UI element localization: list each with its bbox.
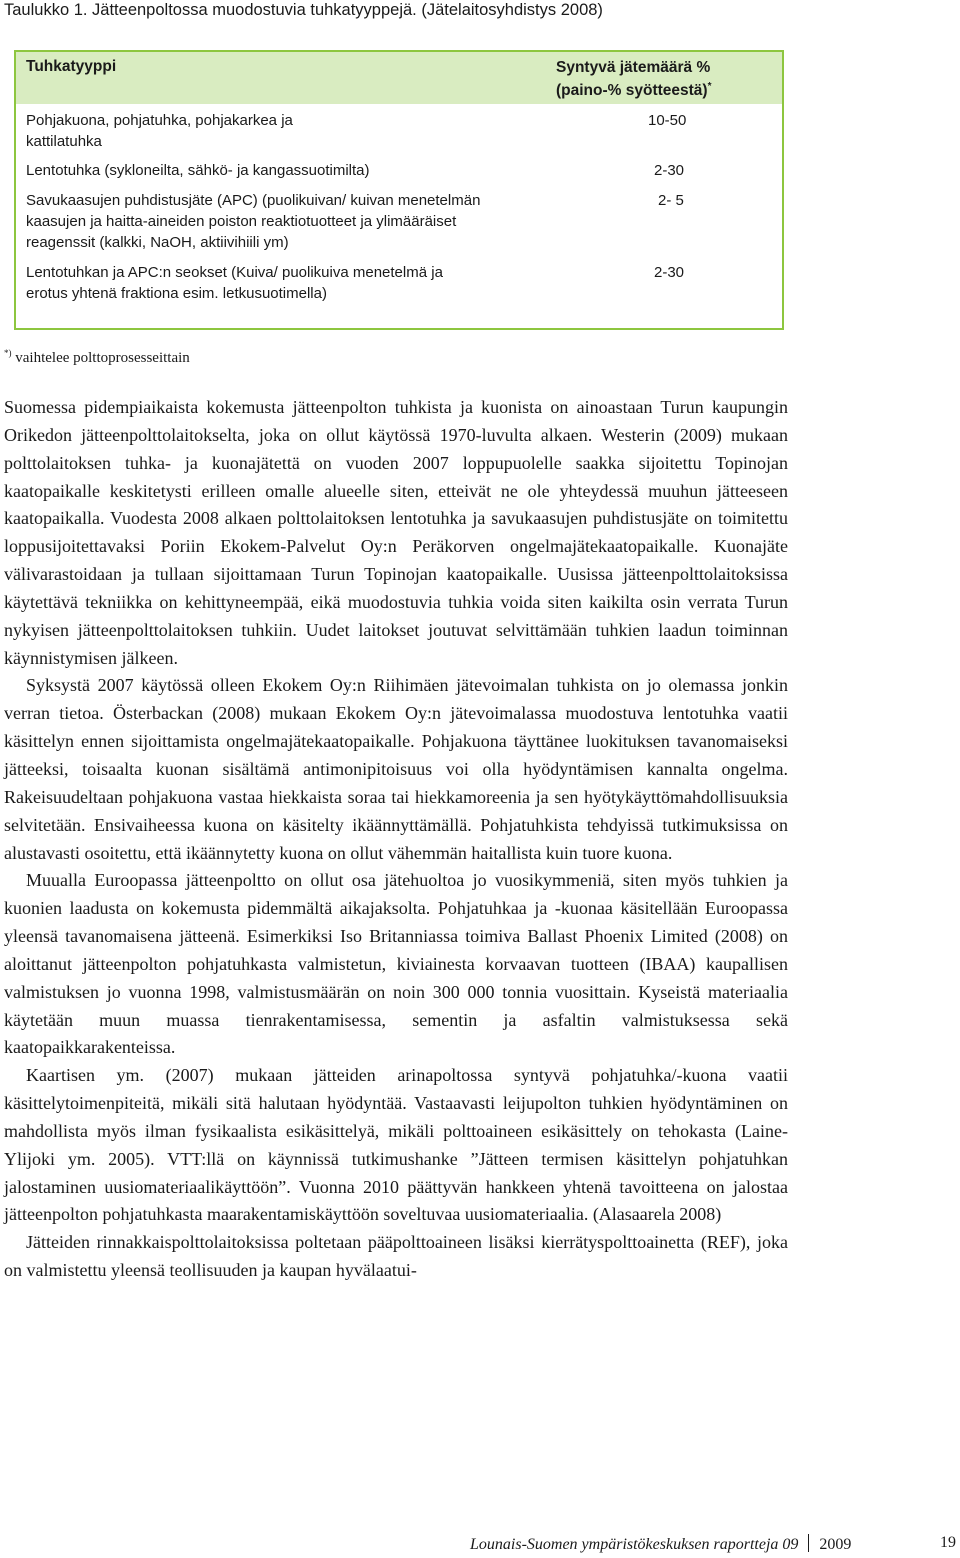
amount-cell: 2-30 <box>654 162 685 179</box>
ash-types-table <box>14 50 784 330</box>
column-header-ash-type: Tuhkatyyppi <box>26 58 117 75</box>
footnote-marker: * <box>707 81 712 92</box>
ash-type-cell: Lentotuhkan ja APC:n seokset (Kuiva/ puolikuiva menetelmä ja erotus yhtenä fraktiona esim. letkusuotimella) <box>26 264 443 302</box>
amount-cell: 2-30 <box>654 264 685 281</box>
amount-cell: 10-50 <box>648 112 687 129</box>
ash-type-cell: Savukaasujen puhdistusjäte (APC) (puolikuivan/ kuivan menetelmän kaasujen ja haitta-aineiden poiston reaktiotuotteet ja ylimääräiset reagenssit (kalkki, NaOH, aktiivihiili ym) <box>26 192 481 251</box>
paragraph: Kaartisen ym. (2007) mukaan jätteiden arinapoltossa syntyvä pohjatuhka/-kuona vaatii käsittelytoimenpiteitä, mikäli sitä halutaan hyödyntää. Vastaavasti leijupolton tuhkien hyödyntäminen on mahdollista myös ilman fysikaalista esikäsittelyä, mikäli polttoaineen esikäsittely on tehokasta (Laine-Ylijoki ym. 2005). VTT:llä on käynnissä tutkimushanke ”Jätteen termisen käsittelyn pohjatuhkan jalostaminen uusiomateriaalikäyttöön”. Vuonna 2010 päättyvän hankkeen yhtenä tavoitteena on jalostaa jätteenpolton pohjatuhkasta maarakentamiskäyttöön soveltuvaa uusiomateriaalia. (Alasaarela 2008) <box>4 1065 788 1225</box>
page-footer <box>470 1534 956 1554</box>
column-header-line2: (paino-% syötteestä) <box>556 82 708 100</box>
paragraph: Syksystä 2007 käytössä olleen Ekokem Oy:n Riihimäen jätevoimalan tuhkista on jo olemassa jonkin verran tietoa. Österbackan (2008) mukaan Ekokem Oy:n jätevoimalassa muodostuva lentotuhka vaatii käsittelyn ennen sijoittamista ongelmajätekaatopaikalle. Pohjakuona täyttänee luokituksen tavanomaiseksi jätteeksi, toisaalta kuonan sisältämä antimonipitoisuus voi olla hyödyntämisen kannalta ongelma. Rakeisuudeltaan pohjakuona vastaa hiekkaista soraa tai hiekkamoreenia ja sen hyötykäyttömahdollisuuksia selvitetään. Ensivaiheessa kuona on käsitelty ikäännyttämällä. Pohjatuhkista tehdyissä tutkimuksissa on alustavasti osoitettu, että ikäännytetty kuona on ollut vähemmän haitallista kuin tuore kuona. <box>4 675 788 863</box>
column-header-waste-amount <box>556 58 756 100</box>
footnote-text: vaihtelee polttoprosesseittain <box>11 350 190 366</box>
report-year: 2009 <box>819 1536 852 1553</box>
amount-cell: 2- 5 <box>658 192 684 209</box>
report-series: Lounais-Suomen ympäristökeskuksen raportteja 09 <box>470 1536 799 1553</box>
footnote-mark: *) <box>4 348 12 358</box>
paragraph: Jätteiden rinnakkaispolttolaitoksissa poltetaan pääpolttoaineen lisäksi kierrätyspolttoainetta (REF), joka on valmistettu yleensä teollisuuden ja kaupan hyvälaatui- <box>4 1232 788 1281</box>
table-header <box>16 52 782 104</box>
ash-type-cell: Lentotuhka (sykloneilta, sähkö- ja kangassuotimilta) <box>26 162 370 179</box>
body-text <box>4 394 788 1285</box>
ash-type-cell: Pohjakuona, pohjatuhka, pohjakarkea ja kattilatuhka <box>26 112 293 150</box>
paragraph: Muualla Euroopassa jätteenpoltto on ollut osa jätehuoltoa jo vuosikymmeniä, siten myös tuhkien ja kuonien laadusta on kokemusta pidemmältä aikajaksolta. Pohjatuhkaa ja -kuonaa käsitellään Euroopassa yleensä tavanomaisena jätteenä. Esimerkiksi Iso Britanniassa toimiva Ballast Phoenix Limited (2008) on aloittanut jätteenpolton pohjatuhkasta valmistetun, kiviainesta korvaavan tuotteen (IBAA) kaupallisen valmistuksen jo vuonna 1998, valmistusmäärän on noin 300 000 tonnia vuosittain. Kyseistä materiaalia käytetään muun muassa tienrakentamisessa, sementin ja asfaltin valmistuksessa sekä kaatopaikkarakenteissa. <box>4 870 788 1058</box>
table-footnote <box>4 348 190 367</box>
page-number: 19 <box>940 1534 956 1551</box>
footer-divider <box>808 1534 809 1552</box>
paragraph: Suomessa pidempiaikaista kokemusta jätteenpolton tuhkista ja kuonista on ainoastaan Turun kaupungin Orikedon jätteenpolttolaitokselta, joka on ollut käytössä 1970-luvulta alkaen. Westerin (2009) mukaan polttolaitoksen tuhka- ja kuonajätettä on vuoden 2007 loppupuolelle saakka sijoitettu Topinojan kaatopaikalle keskitetysti erilleen omalle alueelle siten, etteivät ne ole yhteydessä muuhun jätteeseen kaatopaikalla. Vuodesta 2008 alkaen polttolaitoksen lentotuhka ja savukaasujen puhdistusjäte on toimitettu loppusijoitettavaksi Poriin Ekokem-Palvelut Oy:n Peräkorven ongelmajätekaatopaikalle. Kuonajäte välivarastoidaan ja tullaan sijoittamaan Turun Topinojan kaatopaikalle. Uusissa jätteenpolttolaitoksissa käytettävä tekniikka on kehittyneempää, eikä muodostuvia tuhkia voida siten kaikilta osin verrata Turun nykyisen jätteenpolttolaitoksen tuhkiin. Uudet laitokset joutuvat selvittämään tuhkien laadun toiminnan käynnistymisen jälkeen. <box>4 397 788 668</box>
column-header-line1: Syntyvä jätemäärä % <box>556 59 711 76</box>
table-caption: Taulukko 1. Jätteenpoltossa muodostuvia tuhkatyyppejä. (Jätelaitosyhdistys 2008) <box>4 1 603 19</box>
